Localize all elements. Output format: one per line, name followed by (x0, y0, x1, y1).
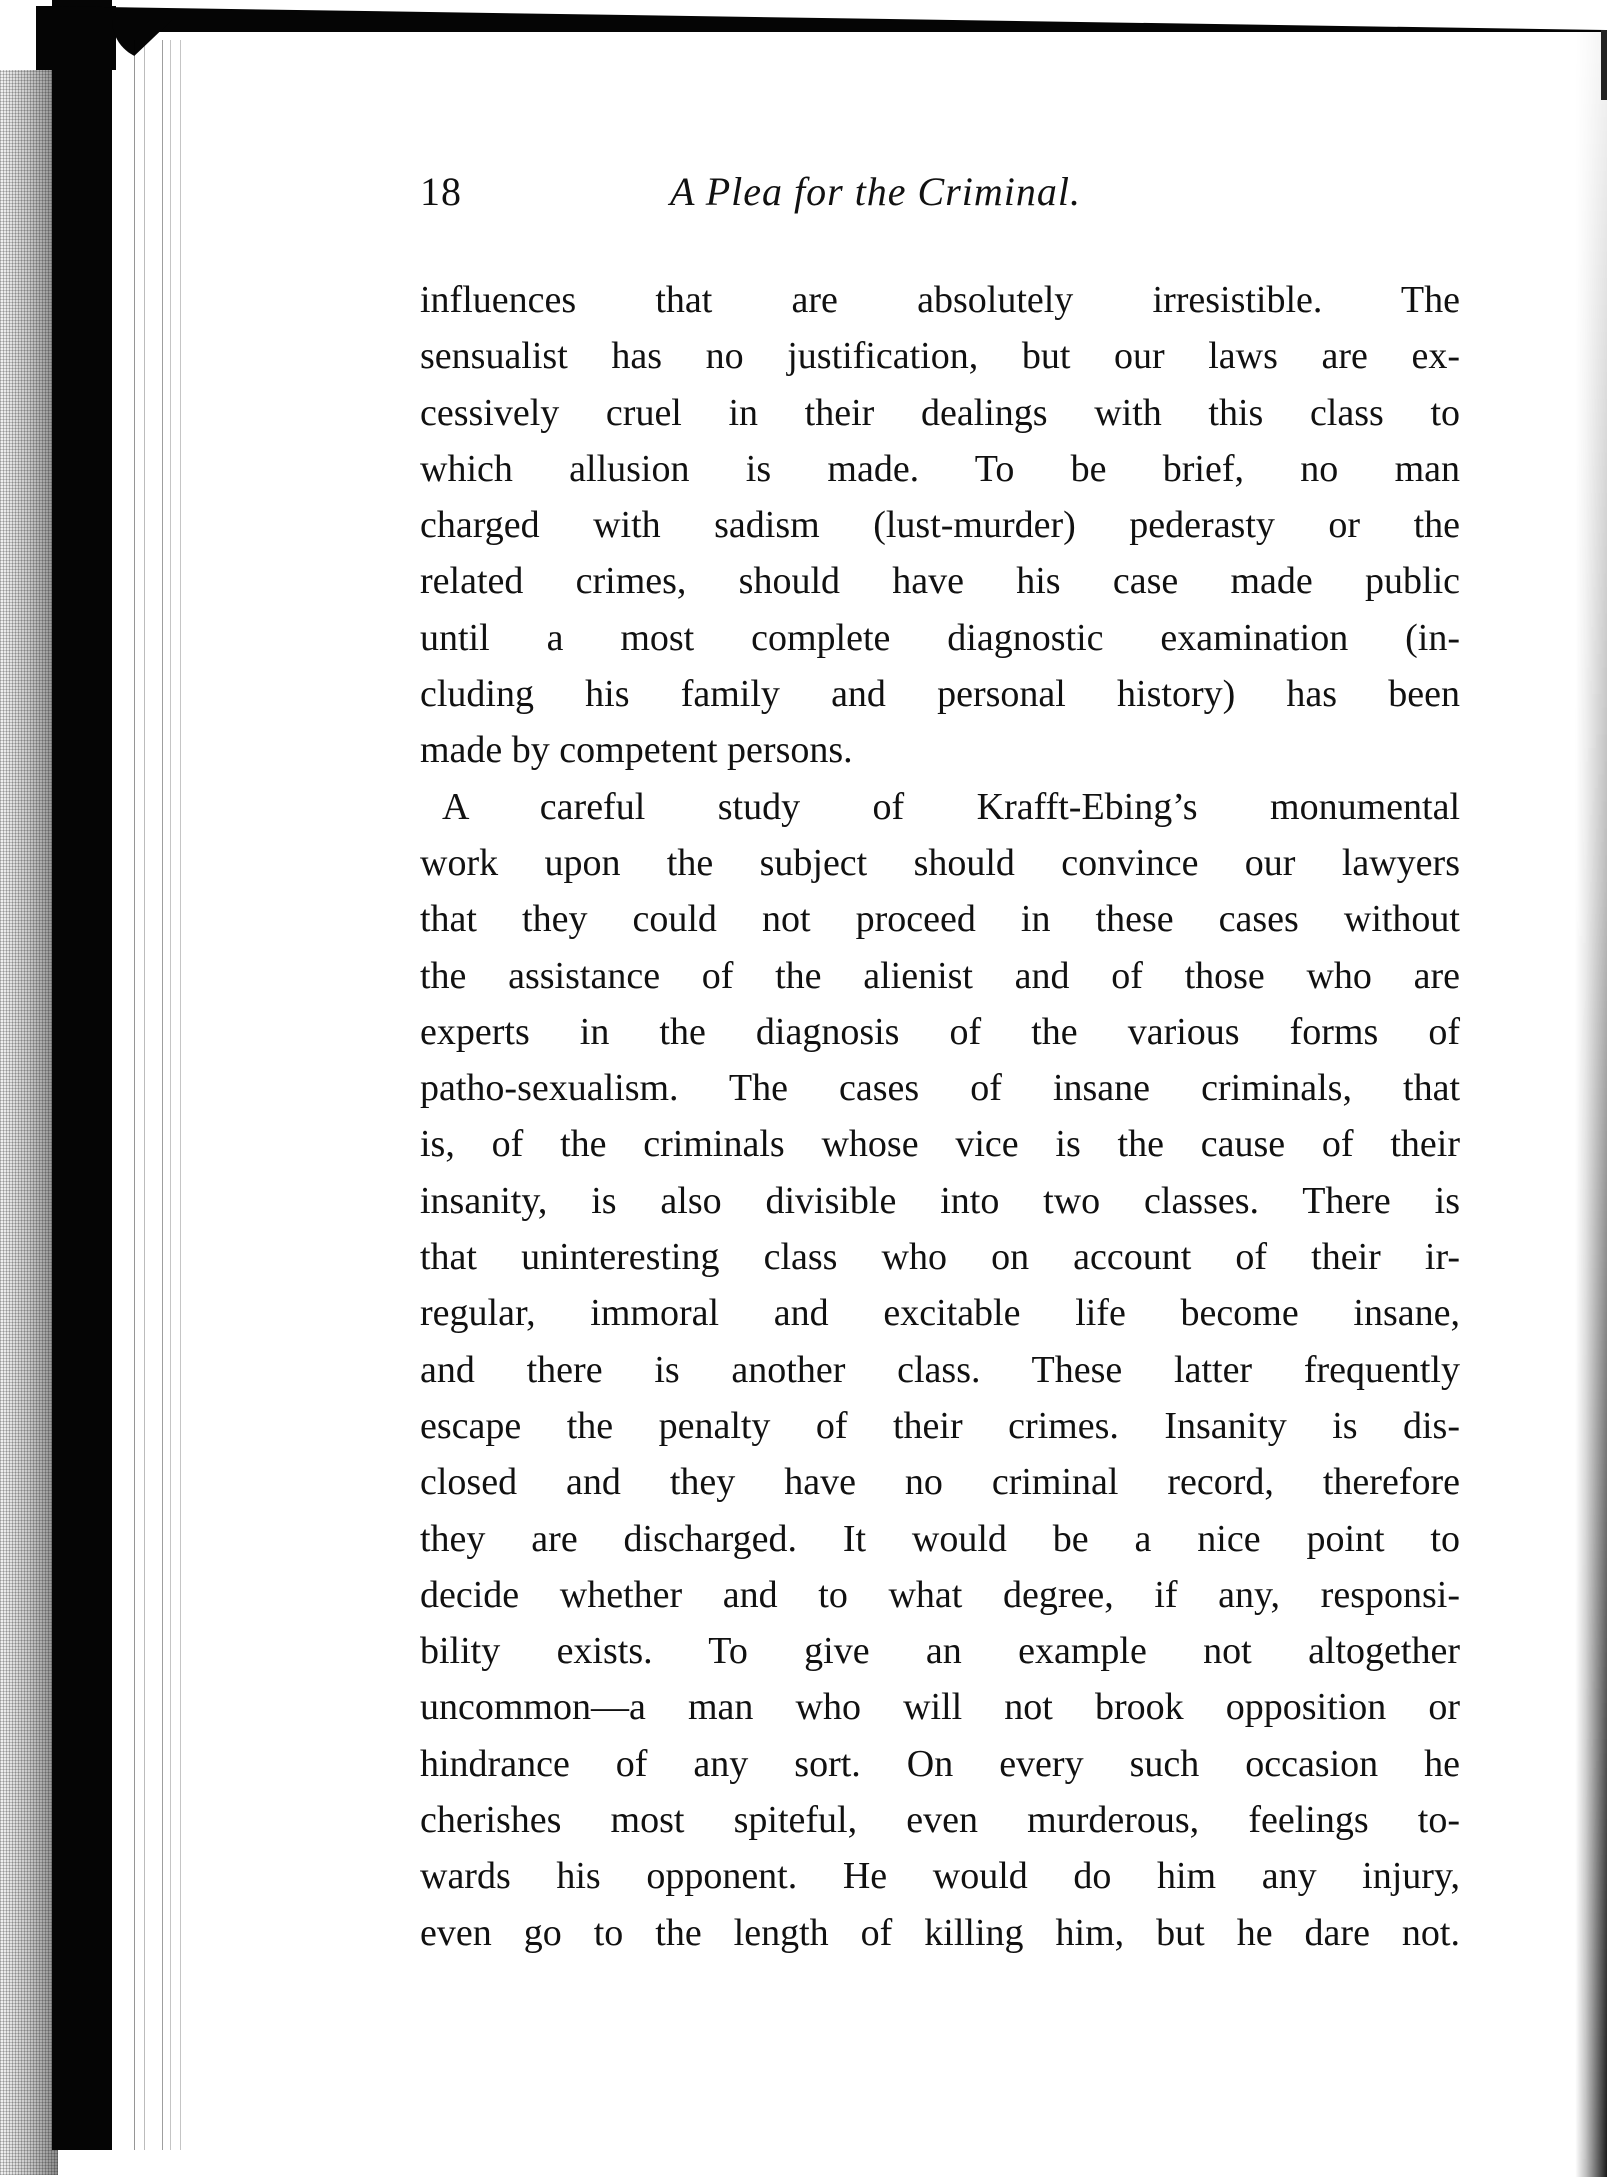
text-line: until a most complete diagnostic examination (in- (420, 616, 1460, 659)
binding-shadow (0, 70, 58, 2175)
text-line: cherishes most spiteful, even murderous, feelings to- (420, 1799, 1460, 1842)
text-line: insanity, is also divisible into two classes. There is (420, 1179, 1460, 1222)
text-line: uncommon—a man who will not brook opposition or (420, 1686, 1460, 1729)
running-title: A Plea for the Criminal. (670, 169, 1082, 214)
text-line: made by competent persons. (420, 729, 853, 772)
paragraph-2 (420, 779, 1460, 1961)
right-page-edge-shadow (1537, 30, 1607, 2177)
text-line: sensualist has no justification, but our laws are ex- (420, 335, 1460, 378)
page-number: 18 (420, 169, 462, 214)
text-line: regular, immoral and excitable life become insane, (420, 1292, 1460, 1335)
text-line: they are discharged. It would be a nice point to (420, 1517, 1460, 1560)
text-line: the assistance of the alienist and of those who are (420, 954, 1460, 997)
text-line: work upon the subject should convince our lawyers (420, 841, 1460, 884)
text-line: is, of the criminals whose vice is the cause of their (420, 1123, 1460, 1166)
text-line: even go to the length of killing him, but he dare not. (420, 1911, 1460, 1954)
text-line: cluding his family and personal history) has been (420, 673, 1460, 716)
text-line: related crimes, should have his case made public (420, 560, 1460, 603)
scan-top-border (36, 6, 1606, 32)
body-text (420, 272, 1460, 1961)
text-line: influences that are absolutely irresistible. The (420, 279, 1460, 321)
text-line: A careful study of Krafft-Ebing’s monumental (442, 785, 1460, 828)
text-line: and there is another class. These latter frequently (420, 1348, 1460, 1391)
paragraph-1 (420, 272, 1460, 779)
text-line: wards his opponent. He would do him any injury, (420, 1855, 1460, 1898)
text-line: closed and they have no criminal record, therefore (420, 1461, 1460, 1504)
text-line: bility exists. To give an example not altogether (420, 1630, 1460, 1673)
right-corner-mark (1601, 30, 1607, 100)
page-edge-lines (118, 40, 188, 2150)
book-binding (52, 0, 112, 2150)
text-line: decide whether and to what degree, if any, responsi- (420, 1573, 1460, 1616)
text-line: patho-sexualism. The cases of insane criminals, that (420, 1067, 1460, 1110)
running-head (420, 168, 1460, 228)
text-line: charged with sadism (lust-murder) pederasty or the (420, 504, 1460, 547)
text-line: experts in the diagnosis of the various forms of (420, 1010, 1460, 1053)
text-line: which allusion is made. To be brief, no man (420, 447, 1460, 490)
text-line: that they could not proceed in these cases without (420, 898, 1460, 941)
text-line: that uninteresting class who on account of their ir- (420, 1236, 1460, 1279)
text-line: hindrance of any sort. On every such occasion he (420, 1742, 1460, 1785)
text-line: escape the penalty of their crimes. Insanity is dis- (420, 1404, 1460, 1447)
text-line: cessively cruel in their dealings with this class to (420, 391, 1460, 434)
